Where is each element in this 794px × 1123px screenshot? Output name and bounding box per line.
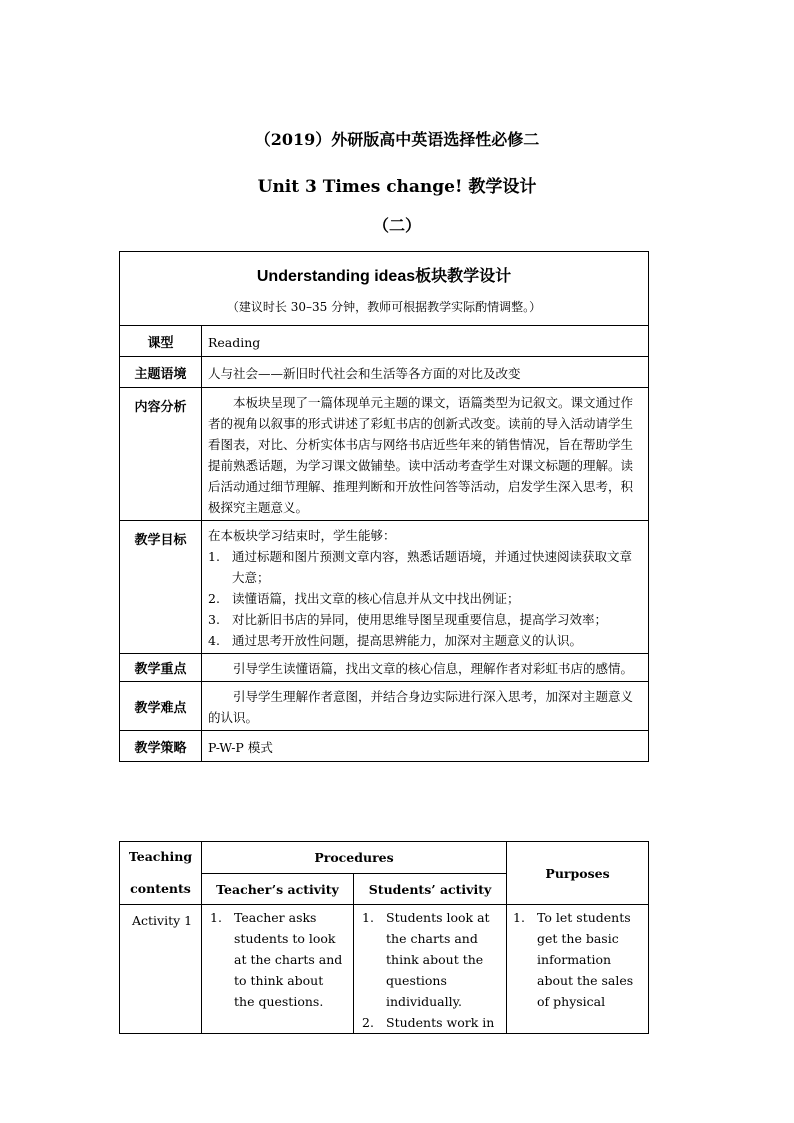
goal-number: 4. bbox=[208, 633, 220, 648]
goal-number: 1. bbox=[208, 549, 220, 564]
teacher-activity-list bbox=[210, 907, 343, 1012]
goal-item bbox=[208, 609, 642, 630]
list-item bbox=[362, 907, 500, 1012]
difficulty-value bbox=[202, 682, 649, 731]
plan-title: Understanding ideas板块教学设计 bbox=[256, 268, 512, 285]
theme-label: 主题语境 bbox=[120, 357, 202, 388]
goals-value bbox=[202, 521, 649, 654]
lesson-plan-table bbox=[119, 251, 649, 762]
list-item bbox=[210, 907, 343, 1012]
purposes-header: Purposes bbox=[507, 842, 649, 905]
goal-number: 3. bbox=[208, 612, 220, 627]
teacher-activity-header: Teacher’s activity bbox=[202, 874, 354, 905]
analysis-label: 内容分析 bbox=[120, 388, 202, 521]
teaching-contents-header: Teaching contents bbox=[120, 842, 202, 905]
goal-number: 2. bbox=[208, 591, 220, 606]
list-item bbox=[362, 1012, 500, 1033]
document-part-number: （二） bbox=[372, 216, 421, 235]
activity-name: Activity 1 bbox=[120, 905, 202, 1034]
strategy-label: 教学策略 bbox=[120, 731, 202, 762]
list-item bbox=[513, 907, 644, 1012]
analysis-text: 本板块呈现了一篇体现单元主题的课文，语篇类型为记叙文。课文通过作者的视角以叙事的形式讲述了彩虹书店的创新式改变。读前的导入活动请学生看图表，对比、分析实体书店与网络书店近些年来的销售情况，旨在帮助学生提前熟悉话题，为学习课文做铺垫。读中活动考查学生对课文标题的理解。读后活动通过细节理解、推理判断和开放性问答等活动，启发学生深入思考，积极探究主题意义。 bbox=[208, 395, 634, 515]
procedures-table bbox=[119, 841, 649, 1034]
focus-text: 引导学生读懂语篇，找出文章的核心信息，理解作者对彩虹书店的感情。 bbox=[233, 661, 634, 676]
item-text: Teacher asks students to look at the charts and to think about the questions. bbox=[234, 910, 343, 1009]
item-number: 1. bbox=[362, 910, 374, 925]
students-activity-cell bbox=[354, 905, 507, 1034]
goals-intro: 在本板块学习结束时，学生能够： bbox=[208, 528, 396, 543]
item-number: 1. bbox=[513, 910, 525, 925]
type-value: Reading bbox=[202, 326, 649, 357]
purposes-cell bbox=[507, 905, 649, 1034]
goals-list bbox=[208, 546, 642, 651]
goal-item bbox=[208, 630, 642, 651]
goal-text: 对比新旧书店的异同，使用思维导图呈现重要信息，提高学习效率； bbox=[232, 612, 608, 627]
item-number: 1. bbox=[210, 910, 222, 925]
plan-note: （建议时长 30–35 分钟，教师可根据教学实际酌情调整。） bbox=[226, 300, 542, 314]
focus-label: 教学重点 bbox=[120, 654, 202, 682]
goal-item bbox=[208, 588, 642, 609]
students-activity-header: Students’ activity bbox=[354, 874, 507, 905]
item-text: Students look at the charts and think about the questions individually. bbox=[386, 910, 490, 1009]
goal-text: 通过思考开放性问题，提高思辨能力，加深对主题意义的认识。 bbox=[232, 633, 583, 648]
theme-value: 人与社会——新旧时代社会和生活等各方面的对比及改变 bbox=[202, 357, 649, 388]
document-title: （2019）外研版高中英语选择性必修二 bbox=[254, 130, 540, 149]
analysis-value bbox=[202, 388, 649, 521]
students-activity-list bbox=[362, 907, 500, 1033]
purposes-list bbox=[513, 907, 644, 1012]
item-text: Students work in bbox=[386, 1015, 495, 1030]
goal-text: 读懂语篇，找出文章的核心信息并从文中找出例证； bbox=[232, 591, 520, 606]
difficulty-text: 引导学生理解作者意图，并结合身边实际进行深入思考，加深对主题意义的认识。 bbox=[208, 689, 634, 725]
item-text: To let students get the basic information about the sales of physical bbox=[537, 910, 634, 1009]
teacher-activity-cell bbox=[202, 905, 354, 1034]
goal-text: 通过标题和图片预测文章内容，熟悉话题语境，并通过快速阅读获取文章大意； bbox=[232, 549, 633, 585]
goal-item bbox=[208, 546, 642, 588]
goals-label: 教学目标 bbox=[120, 521, 202, 654]
plan-header-cell bbox=[120, 252, 649, 326]
difficulty-label: 教学难点 bbox=[120, 682, 202, 731]
document-subtitle: Unit 3 Times change! 教学设计 bbox=[257, 177, 537, 197]
strategy-value: P-W-P 模式 bbox=[202, 731, 649, 762]
type-label: 课型 bbox=[120, 326, 202, 357]
focus-value bbox=[202, 654, 649, 682]
procedures-header: Procedures bbox=[202, 842, 507, 874]
item-number: 2. bbox=[362, 1015, 374, 1030]
